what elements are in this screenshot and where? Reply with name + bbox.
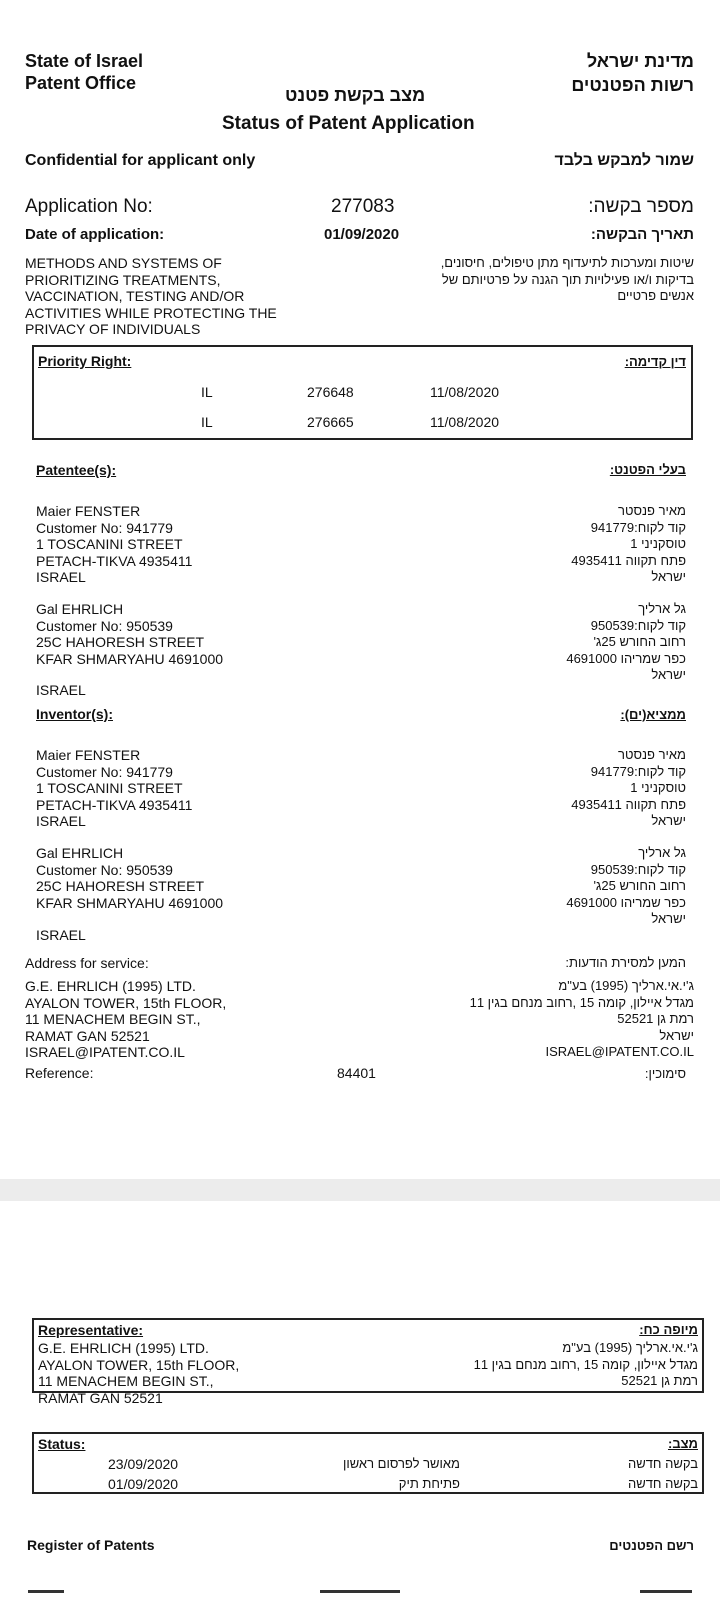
status-event: מאושר לפרסום ראשון bbox=[342, 1456, 460, 1471]
patentee-address-en: Gal EHRLICH Customer No: 950539 25C HAHORESH STREET KFAR SHMARYAHU 4691000 bbox=[36, 601, 224, 667]
status-event: פתיחת תיק bbox=[398, 1476, 460, 1491]
priority-label-en: Priority Right: bbox=[38, 353, 132, 369]
inventor-address-he: גל ארליך קוד לקוח:950539 רחוב החורש 25ג' כפר שמריהו 4691000 ישראל bbox=[566, 845, 686, 926]
inventor-country-en: ISRAEL bbox=[36, 927, 86, 943]
priority-date: 11/08/2020 bbox=[430, 414, 500, 430]
invention-title-en: METHODS AND SYSTEMS OF PRIORITIZING TREATMENTS, VACCINATION, TESTING AND/OR ACTIVITIES WHILE PROTECTING THE PRIVACY OF INDIVIDUALS bbox=[25, 255, 277, 337]
patentees-label-en: Patentee(s): bbox=[36, 462, 117, 478]
priority-number: 276665 bbox=[307, 414, 354, 430]
page-break bbox=[0, 1179, 720, 1201]
application-no-label: Application No: bbox=[25, 196, 153, 217]
office-name-en: Patent Office bbox=[25, 73, 137, 93]
patentees-label-he: בעלי הפטנט: bbox=[609, 462, 686, 477]
inventor-address-en: Gal EHRLICH Customer No: 950539 25C HAHORESH STREET KFAR SHMARYAHU 4691000 bbox=[36, 845, 224, 911]
register-label-he: רשם הפטנטים bbox=[609, 1538, 694, 1553]
confidential-en: Confidential for applicant only bbox=[25, 152, 256, 169]
inventor-address-en: Maier FENSTER Customer No: 941779 1 TOSCANINI STREET PETACH-TIKVA 4935411 ISRAEL bbox=[36, 747, 193, 829]
service-label-he: המען למסירת הודעות: bbox=[565, 955, 686, 970]
representative-label-he: מיופה כח: bbox=[639, 1322, 698, 1337]
confidential-he: שמור למבקש בלבד bbox=[554, 152, 694, 169]
office-name-he: רשות הפטנטים bbox=[571, 75, 694, 95]
state-name-he: מדינת ישראל bbox=[586, 51, 694, 71]
application-no-value: 277083 bbox=[331, 196, 395, 217]
service-address-he: ג'י.אי.ארליך (1995) בע"מ מגדל איילון, קומה 15 ,רחוב מנחם בגין 11 רמת גן 52521 ישראל ISRAEL@IPATENT.CO.IL bbox=[469, 978, 694, 1059]
register-label-en: Register of Patents bbox=[27, 1537, 155, 1553]
priority-date: 11/08/2020 bbox=[430, 384, 500, 400]
reference-value: 84401 bbox=[337, 1065, 376, 1081]
cutoff-text-fragment bbox=[320, 1590, 400, 1593]
application-date-label: Date of application: bbox=[25, 226, 165, 243]
priority-number: 276648 bbox=[307, 384, 354, 400]
application-date-value: 01/09/2020 bbox=[324, 226, 400, 243]
priority-country: IL bbox=[201, 414, 213, 430]
cutoff-text-fragment bbox=[640, 1590, 692, 1593]
priority-label-he: דין קדימה: bbox=[624, 354, 686, 369]
patentee-address-en: Maier FENSTER Customer No: 941779 1 TOSCANINI STREET PETACH-TIKVA 4935411 ISRAEL bbox=[36, 503, 193, 585]
patentee-address-he: גל ארליך קוד לקוח:950539 רחוב החורש 25ג' כפר שמריהו 4691000 ישראל bbox=[566, 601, 686, 682]
inventors-label-he: ממציא(ים): bbox=[620, 707, 686, 722]
status-label-he: מצב: bbox=[667, 1436, 698, 1451]
invention-title-he: שיטות ומערכות לתיעדוף מתן טיפולים, חיסונים, בדיקות ו/או פעילויות תוך הגנה על פרטיותם של אנשים פרטיים bbox=[440, 255, 694, 303]
status-date: 23/09/2020 bbox=[108, 1456, 179, 1472]
cutoff-text-fragment bbox=[28, 1590, 64, 1593]
title-he: מצב בקשת פטנט bbox=[285, 85, 426, 105]
reference-label-he: סימוכין: bbox=[644, 1066, 686, 1081]
representative-label-en: Representative: bbox=[38, 1322, 144, 1338]
status-state: בקשה חדשה bbox=[627, 1456, 698, 1471]
title-en: Status of Patent Application bbox=[222, 113, 475, 134]
patentee-country-en: ISRAEL bbox=[36, 682, 86, 698]
state-name-en: State of Israel bbox=[25, 51, 144, 71]
status-state: בקשה חדשה bbox=[627, 1476, 698, 1491]
inventor-address-he: מאיר פנסטר קוד לקוח:941779 טוסקניני 1 פתח תקווה 4935411 ישראל bbox=[571, 747, 686, 828]
application-date-label-he: תאריך הבקשה: bbox=[590, 226, 694, 243]
priority-country: IL bbox=[201, 384, 213, 400]
inventors-label-en: Inventor(s): bbox=[36, 706, 113, 722]
reference-label-en: Reference: bbox=[25, 1065, 94, 1081]
status-date: 01/09/2020 bbox=[108, 1476, 179, 1492]
representative-address-en: G.E. EHRLICH (1995) LTD. AYALON TOWER, 15th FLOOR, 11 MENACHEM BEGIN ST., RAMAT GAN 52521 bbox=[38, 1340, 240, 1406]
service-label-en: Address for service: bbox=[25, 955, 149, 971]
patentee-address-he: מאיר פנסטר קוד לקוח:941779 טוסקניני 1 פתח תקווה 4935411 ישראל bbox=[571, 503, 686, 584]
representative-address-he: ג'י.אי.ארליך (1995) בע"מ מגדל איילון, קומה 15 ,רחוב מנחם בגין 11 רמת גן 52521 bbox=[473, 1340, 698, 1388]
application-no-label-he: מספר בקשה: bbox=[588, 196, 694, 217]
service-address-en: G.E. EHRLICH (1995) LTD. AYALON TOWER, 15th FLOOR, 11 MENACHEM BEGIN ST., RAMAT GAN 52521 ISRAEL@IPATENT.CO.IL bbox=[25, 978, 227, 1060]
status-label-en: Status: bbox=[38, 1436, 86, 1452]
